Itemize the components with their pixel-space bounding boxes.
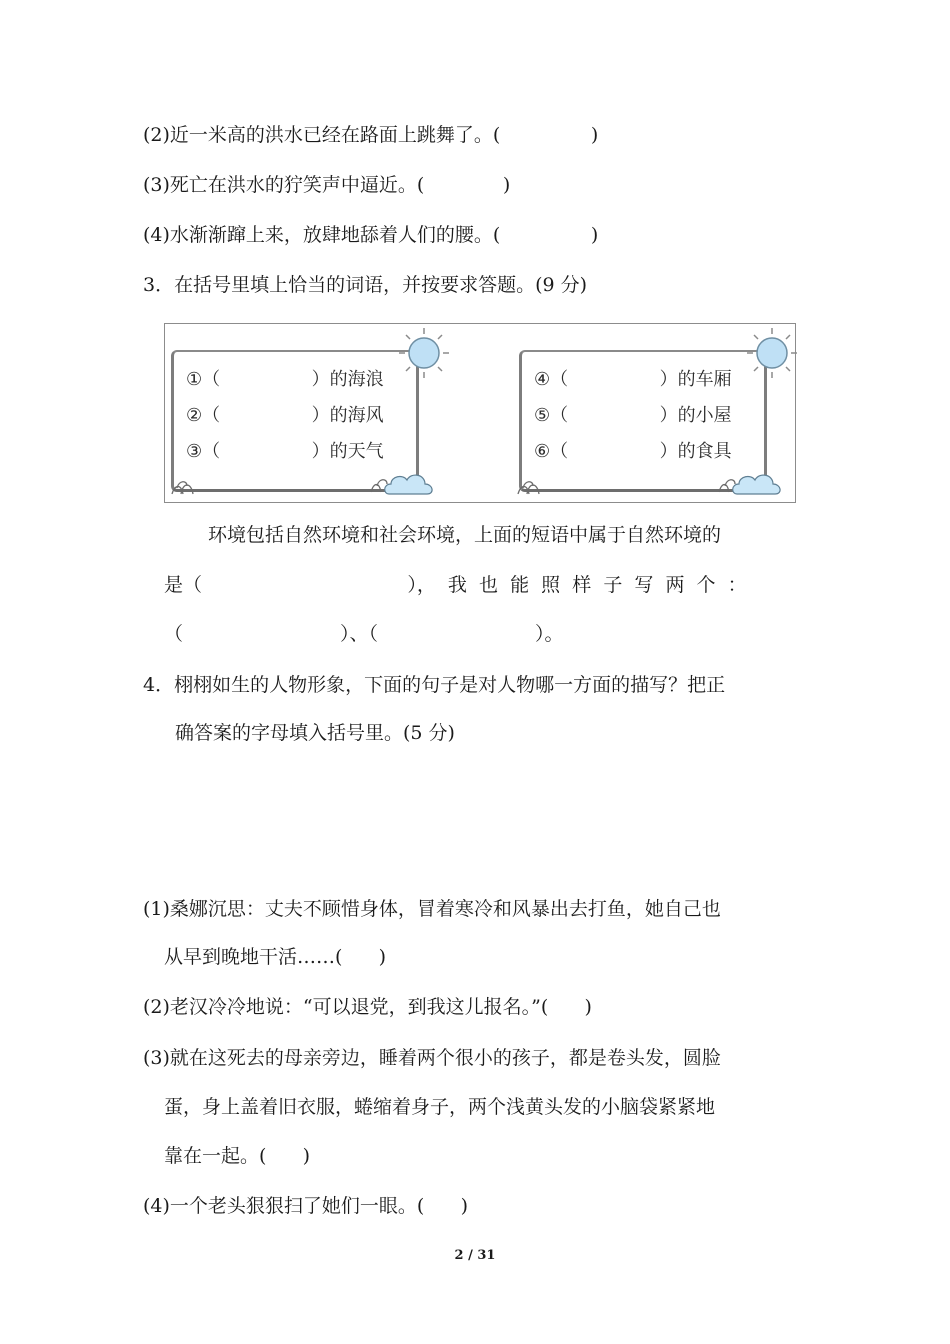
paragraph-line-3: （ ）、（ ）。 <box>164 623 564 645</box>
page-number: 2 / 31 <box>454 1248 496 1263</box>
question-2-4: (4)水渐渐蹿上来，放肆地舔着人们的腰。( ) <box>143 224 599 246</box>
question-2-2: (2)近一米高的洪水已经在路面上跳舞了。( ) <box>143 124 599 146</box>
question-4-heading: 4．栩栩如生的人物形象，下面的句子是对人物哪一方面的描写？把正 <box>143 674 726 696</box>
grass-icon <box>169 474 199 496</box>
phrase-2: ②（ ）的海风 <box>186 405 384 426</box>
question-3-heading: 3．在括号里填上恰当的词语，并按要求答题。(9 分) <box>143 274 588 296</box>
item-1: (1)桑娜沉思：丈夫不顾惜身体，冒着寒冷和风暴出去打鱼，她自己也 <box>143 898 721 920</box>
item-4: (4)一个老头狠狠扫了她们一眼。( ) <box>143 1195 468 1217</box>
right-phrase-panel <box>519 350 767 492</box>
question-4-heading-cont: 确答案的字母填入括号里。(5 分) <box>175 722 455 744</box>
grass-icon <box>369 472 393 494</box>
phrase-5: ⑤（ ）的小屋 <box>534 405 732 426</box>
grass-icon <box>515 474 545 496</box>
phrase-1: ①（ ）的海浪 <box>186 369 384 390</box>
grass-icon <box>717 472 741 494</box>
sun-icon <box>397 326 451 380</box>
paragraph-line-2: 是（ ）， 我 也 能 照 样 子 写 两 个 ： <box>164 574 747 596</box>
paragraph-line-1: 环境包括自然环境和社会环境，上面的短语中属于自然环境的 <box>208 524 722 546</box>
phrase-3: ③（ ）的天气 <box>186 441 384 462</box>
item-3-cont-2: 靠在一起。( ) <box>164 1145 311 1167</box>
sun-icon <box>745 326 799 380</box>
question-2-3: (3)死亡在洪水的狞笑声中逼近。( ) <box>143 174 511 196</box>
item-3: (3)就在这死去的母亲旁边，睡着两个很小的孩子，都是卷头发，圆脸 <box>143 1047 721 1069</box>
item-2: (2)老汉冷冷地说：“可以退党，到我这儿报名。”( ) <box>143 996 592 1018</box>
phrase-4: ④（ ）的车厢 <box>534 369 732 390</box>
item-1-cont: 从早到晚地干活……( ) <box>164 946 387 968</box>
word-fill-figure <box>164 323 796 503</box>
left-phrase-panel <box>171 350 419 492</box>
phrase-6: ⑥（ ）的食具 <box>534 441 732 462</box>
item-3-cont-1: 蛋，身上盖着旧衣服，蜷缩着身子，两个浅黄头发的小脑袋紧紧地 <box>164 1096 716 1118</box>
